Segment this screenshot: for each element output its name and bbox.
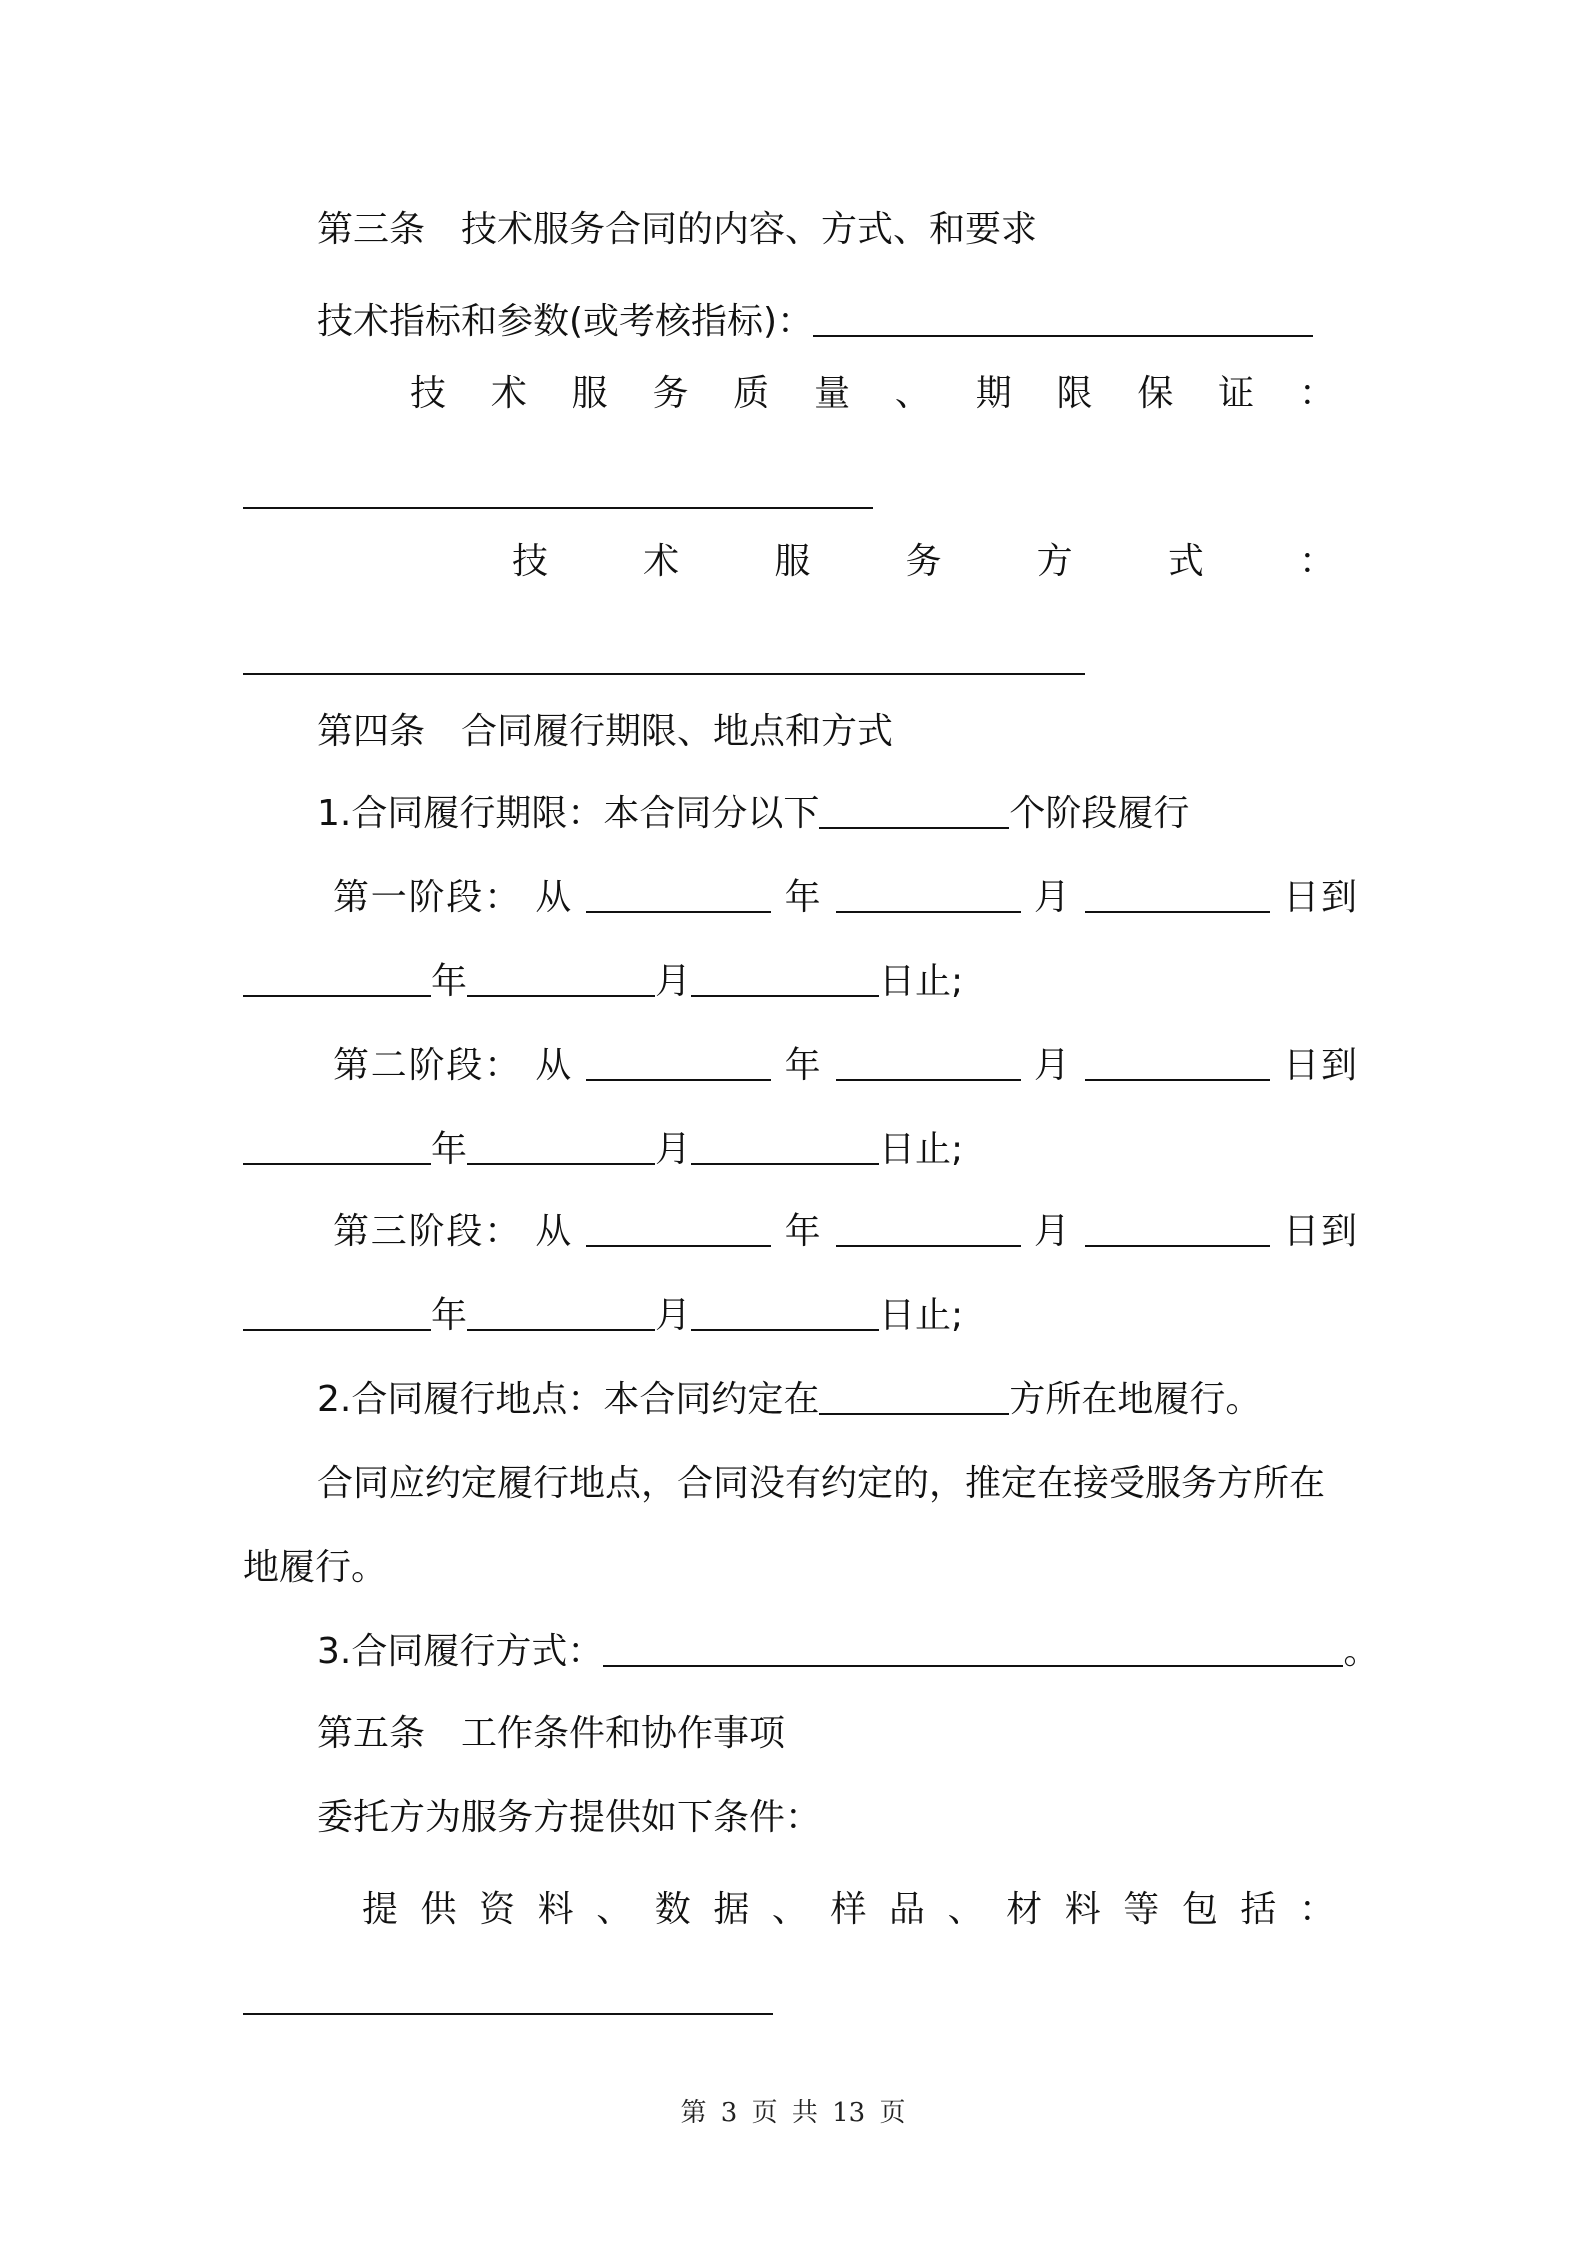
tech-indicators-blank[interactable] bbox=[813, 301, 1313, 337]
method-item-row bbox=[317, 1628, 1379, 1676]
place-note-line-2: 地履行。 bbox=[243, 1547, 388, 1588]
stage-2-start-month-blank[interactable] bbox=[836, 1045, 1021, 1081]
stage-2-end-row bbox=[243, 1126, 963, 1174]
stage-2-from: 从 bbox=[535, 1045, 574, 1086]
stage-2-day-to: 日到 bbox=[1283, 1045, 1357, 1086]
stage-2-end-year-blank[interactable] bbox=[243, 1129, 431, 1165]
stage-1-end-row bbox=[243, 958, 963, 1006]
stage-3-start-month-blank[interactable] bbox=[836, 1211, 1021, 1247]
stage-1-start-day-blank[interactable] bbox=[1085, 877, 1270, 913]
method-item-end: 。 bbox=[1343, 1631, 1380, 1672]
quality-label: 技术服务质量、期限保证： bbox=[410, 373, 1335, 414]
stage-1-end-year-blank[interactable] bbox=[243, 961, 431, 997]
stage-1-month: 月 bbox=[1033, 877, 1072, 918]
method-label: 技术服务方式： bbox=[512, 541, 1335, 582]
quality-blank[interactable] bbox=[243, 473, 873, 509]
stage-1-end-day-blank[interactable] bbox=[691, 961, 879, 997]
stage-2-end-year: 年 bbox=[431, 1129, 468, 1170]
stage-3-day-end: 日止; bbox=[879, 1295, 964, 1336]
stage-3-start-year-blank[interactable] bbox=[586, 1211, 771, 1247]
stage-2-label: 第二阶段： bbox=[333, 1045, 522, 1086]
stage-1-year: 年 bbox=[784, 877, 823, 918]
method-item-label: 3.合同履行方式： bbox=[317, 1631, 604, 1672]
stage-2-row bbox=[333, 1042, 1357, 1090]
stage-3-end-month: 月 bbox=[655, 1295, 692, 1336]
place-note-line-1: 合同应约定履行地点，合同没有约定的，推定在接受服务方所在 bbox=[317, 1463, 1326, 1504]
stage-2-end-month: 月 bbox=[655, 1129, 692, 1170]
method-item-blank[interactable] bbox=[603, 1631, 1343, 1667]
stage-2-start-year-blank[interactable] bbox=[586, 1045, 771, 1081]
stage-3-end-day-blank[interactable] bbox=[691, 1295, 879, 1331]
place-suffix: 方所在地履行。 bbox=[1009, 1379, 1262, 1420]
stage-3-year: 年 bbox=[784, 1211, 823, 1252]
stage-3-month: 月 bbox=[1033, 1211, 1072, 1252]
method-blank[interactable] bbox=[243, 639, 1085, 675]
materials-blank[interactable] bbox=[243, 1979, 773, 2015]
stage-2-end-day-blank[interactable] bbox=[691, 1129, 879, 1165]
stage-2-day-end: 日止; bbox=[879, 1129, 964, 1170]
article5-heading: 第五条 工作条件和协作事项 bbox=[317, 1713, 786, 1754]
client-provides: 委托方为服务方提供如下条件： bbox=[317, 1797, 822, 1838]
stage-3-end-month-blank[interactable] bbox=[467, 1295, 655, 1331]
stage-3-from: 从 bbox=[535, 1211, 574, 1252]
stage-3-label: 第三阶段： bbox=[333, 1211, 522, 1252]
materials-label: 提供资料、数据、样品、材料等包括： bbox=[362, 1889, 1335, 1930]
stage-2-year: 年 bbox=[784, 1045, 823, 1086]
stage-1-start-month-blank[interactable] bbox=[836, 877, 1021, 913]
article3-heading: 第三条 技术服务合同的内容、方式、和要求 bbox=[317, 209, 1038, 250]
tech-indicators-row bbox=[317, 298, 1313, 346]
stage-3-day-to: 日到 bbox=[1283, 1211, 1357, 1252]
stage-3-end-year: 年 bbox=[431, 1295, 468, 1336]
stage-1-end-month: 月 bbox=[655, 961, 692, 1002]
stage-3-end-year-blank[interactable] bbox=[243, 1295, 431, 1331]
page-footer: 第 3 页 共 13 页 bbox=[680, 2098, 906, 2128]
place-row bbox=[317, 1376, 1261, 1424]
stage-3-row bbox=[333, 1208, 1357, 1256]
period-suffix: 个阶段履行 bbox=[1009, 793, 1190, 834]
stage-1-day-to: 日到 bbox=[1283, 877, 1357, 918]
stage-1-label: 第一阶段： bbox=[333, 877, 522, 918]
place-party-blank[interactable] bbox=[819, 1379, 1009, 1415]
stage-count-blank[interactable] bbox=[819, 793, 1009, 829]
period-row bbox=[317, 790, 1189, 838]
period-prefix: 1.合同履行期限：本合同分以下 bbox=[317, 793, 820, 834]
quality-row bbox=[243, 470, 873, 518]
stage-2-end-month-blank[interactable] bbox=[467, 1129, 655, 1165]
stage-2-month: 月 bbox=[1033, 1045, 1072, 1086]
materials-row bbox=[243, 1976, 773, 2024]
stage-1-from: 从 bbox=[535, 877, 574, 918]
article4-heading: 第四条 合同履行期限、地点和方式 bbox=[317, 711, 894, 752]
stage-1-row bbox=[333, 874, 1357, 922]
stage-1-end-year: 年 bbox=[431, 961, 468, 1002]
stage-1-day-end: 日止; bbox=[879, 961, 964, 1002]
stage-1-end-month-blank[interactable] bbox=[467, 961, 655, 997]
tech-indicators-label: 技术指标和参数(或考核指标)： bbox=[317, 301, 814, 342]
stage-2-start-day-blank[interactable] bbox=[1085, 1045, 1270, 1081]
stage-3-end-row bbox=[243, 1292, 963, 1340]
stage-1-start-year-blank[interactable] bbox=[586, 877, 771, 913]
place-prefix: 2.合同履行地点：本合同约定在 bbox=[317, 1379, 820, 1420]
stage-3-start-day-blank[interactable] bbox=[1085, 1211, 1270, 1247]
method-row bbox=[243, 636, 1085, 684]
